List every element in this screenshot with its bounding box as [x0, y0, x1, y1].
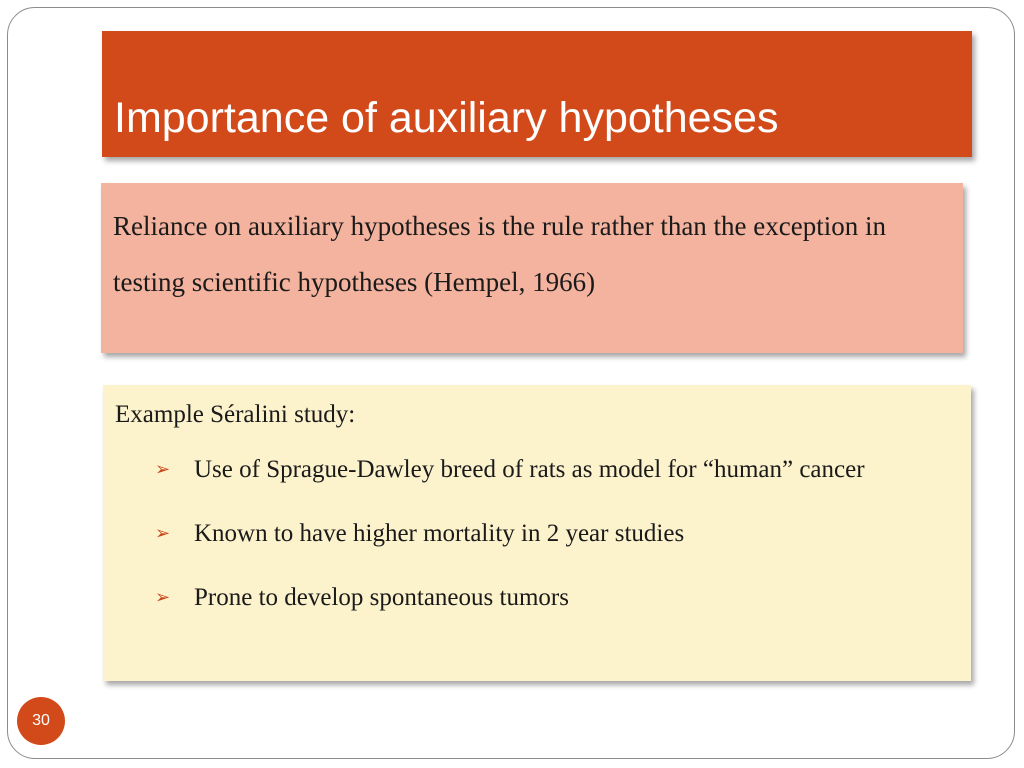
slide-title: Importance of auxiliary hypotheses	[114, 94, 779, 142]
arrow-right-icon: ➢	[155, 587, 171, 608]
bullet-text: Prone to develop spontaneous tumors	[194, 584, 569, 611]
bullet-text: Use of Sprague-Dawley breed of rats as model for “human” cancer	[194, 456, 865, 483]
quote-box	[101, 183, 963, 353]
bullet-list	[115, 446, 959, 622]
example-box	[103, 385, 971, 681]
bullet-text: Known to have higher mortality in 2 year studies	[194, 520, 685, 547]
title-bar	[102, 31, 972, 157]
quote-text: Reliance on auxiliary hypotheses is the rule rather than the exception in testing scientific hypotheses (Hempel, 1966)	[113, 211, 886, 297]
page-number-badge: 30	[17, 697, 65, 745]
bullet-item	[115, 446, 959, 494]
bullet-item	[115, 574, 959, 622]
example-heading: Example Séralini study:	[115, 401, 356, 428]
arrow-right-icon: ➢	[155, 459, 171, 480]
arrow-right-icon: ➢	[155, 523, 171, 544]
bullet-item	[115, 510, 959, 558]
